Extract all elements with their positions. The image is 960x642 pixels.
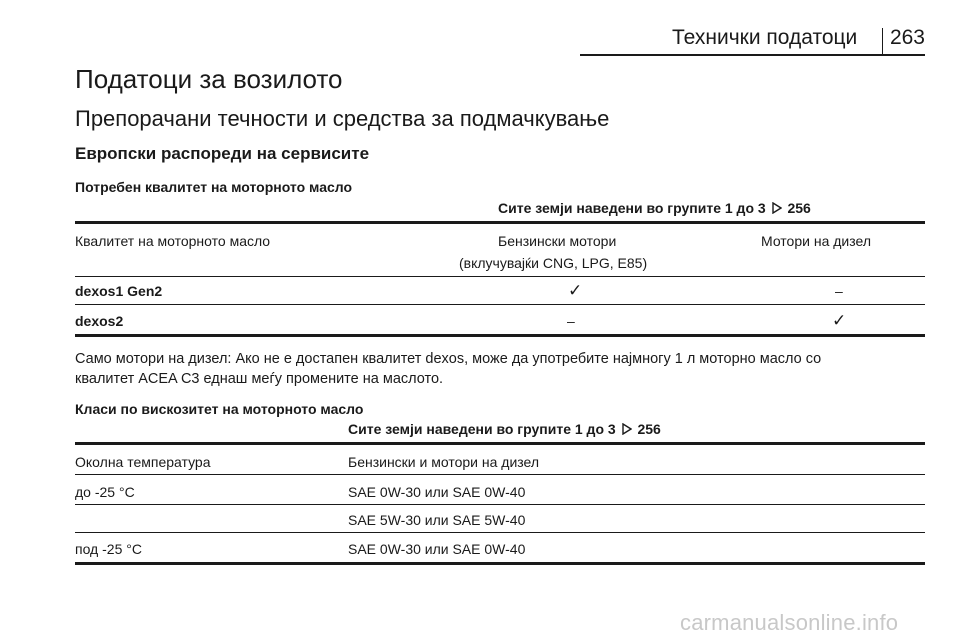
chapter-title: Податоци за возилото: [75, 64, 343, 94]
row-grade: SAE 5W-30 или SAE 5W-40: [348, 512, 526, 528]
page-reference-icon: [622, 423, 632, 435]
check-mark: ✓: [568, 281, 583, 300]
header-divider: [882, 28, 883, 56]
col-header-diesel: Мотори на дизел: [761, 233, 871, 249]
dash-mark: –: [835, 283, 843, 299]
table-rule: [75, 442, 925, 445]
page-number: 263: [889, 26, 925, 49]
caption-ref-page[interactable]: 256: [637, 421, 661, 437]
note-line: Само мотори на дизел: Ако не е достапен квалитет dexos, може да употребите најмногу 1 л моторно масло со: [75, 351, 822, 367]
col-header-temperature: Околна температура: [75, 454, 211, 470]
table-rule: [75, 532, 925, 533]
col-header-engines: Бензински и мотори на дизел: [348, 454, 540, 470]
check-mark: ✓: [832, 311, 847, 330]
quality-table-caption: [498, 200, 811, 216]
viscosity-table-caption: [348, 421, 661, 437]
note-line: квалитет ACEA C3 еднаш меѓу промените на маслото.: [75, 371, 444, 387]
row-name: dexos2: [75, 313, 124, 329]
row-temperature: до -25 °C: [75, 484, 135, 500]
col-header-quality: Квалитет на моторното масло: [75, 233, 271, 249]
row-name: dexos1 Gen2: [75, 283, 163, 299]
col-header-petrol-sub: (вклучувајќи CNG, LPG, E85): [459, 255, 648, 271]
caption-text: Сите земји наведени во групите 1 до 3: [498, 200, 766, 216]
caption-ref-page[interactable]: 256: [787, 200, 811, 216]
table-rule: [75, 221, 925, 224]
table-rule: [75, 276, 925, 277]
watermark: carmanualsonline.info: [680, 610, 899, 635]
running-title: Технички податоци: [672, 26, 858, 49]
section-title: Препорачани течности и средства за подмачкување: [75, 106, 610, 131]
subsection-title: Европски распореди на сервисите: [75, 144, 370, 163]
table-rule: [75, 562, 925, 565]
row-grade: SAE 0W-30 или SAE 0W-40: [348, 541, 526, 557]
table-rule: [75, 304, 925, 305]
dash-mark: –: [567, 313, 575, 329]
header-rule: [580, 54, 925, 56]
page-reference-icon: [772, 202, 782, 214]
row-temperature: под -25 °C: [75, 541, 142, 557]
row-grade: SAE 0W-30 или SAE 0W-40: [348, 484, 526, 500]
quality-table-heading: Потребен квалитет на моторното масло: [75, 179, 353, 195]
running-header: [580, 26, 925, 56]
table-rule: [75, 474, 925, 475]
viscosity-table-heading: Класи по вискозитет на моторното масло: [75, 401, 364, 417]
table-rule: [75, 504, 925, 505]
col-header-petrol: Бензински мотори: [498, 233, 617, 249]
table-rule: [75, 334, 925, 337]
caption-text: Сите земји наведени во групите 1 до 3: [348, 421, 616, 437]
diesel-note: [75, 349, 925, 389]
